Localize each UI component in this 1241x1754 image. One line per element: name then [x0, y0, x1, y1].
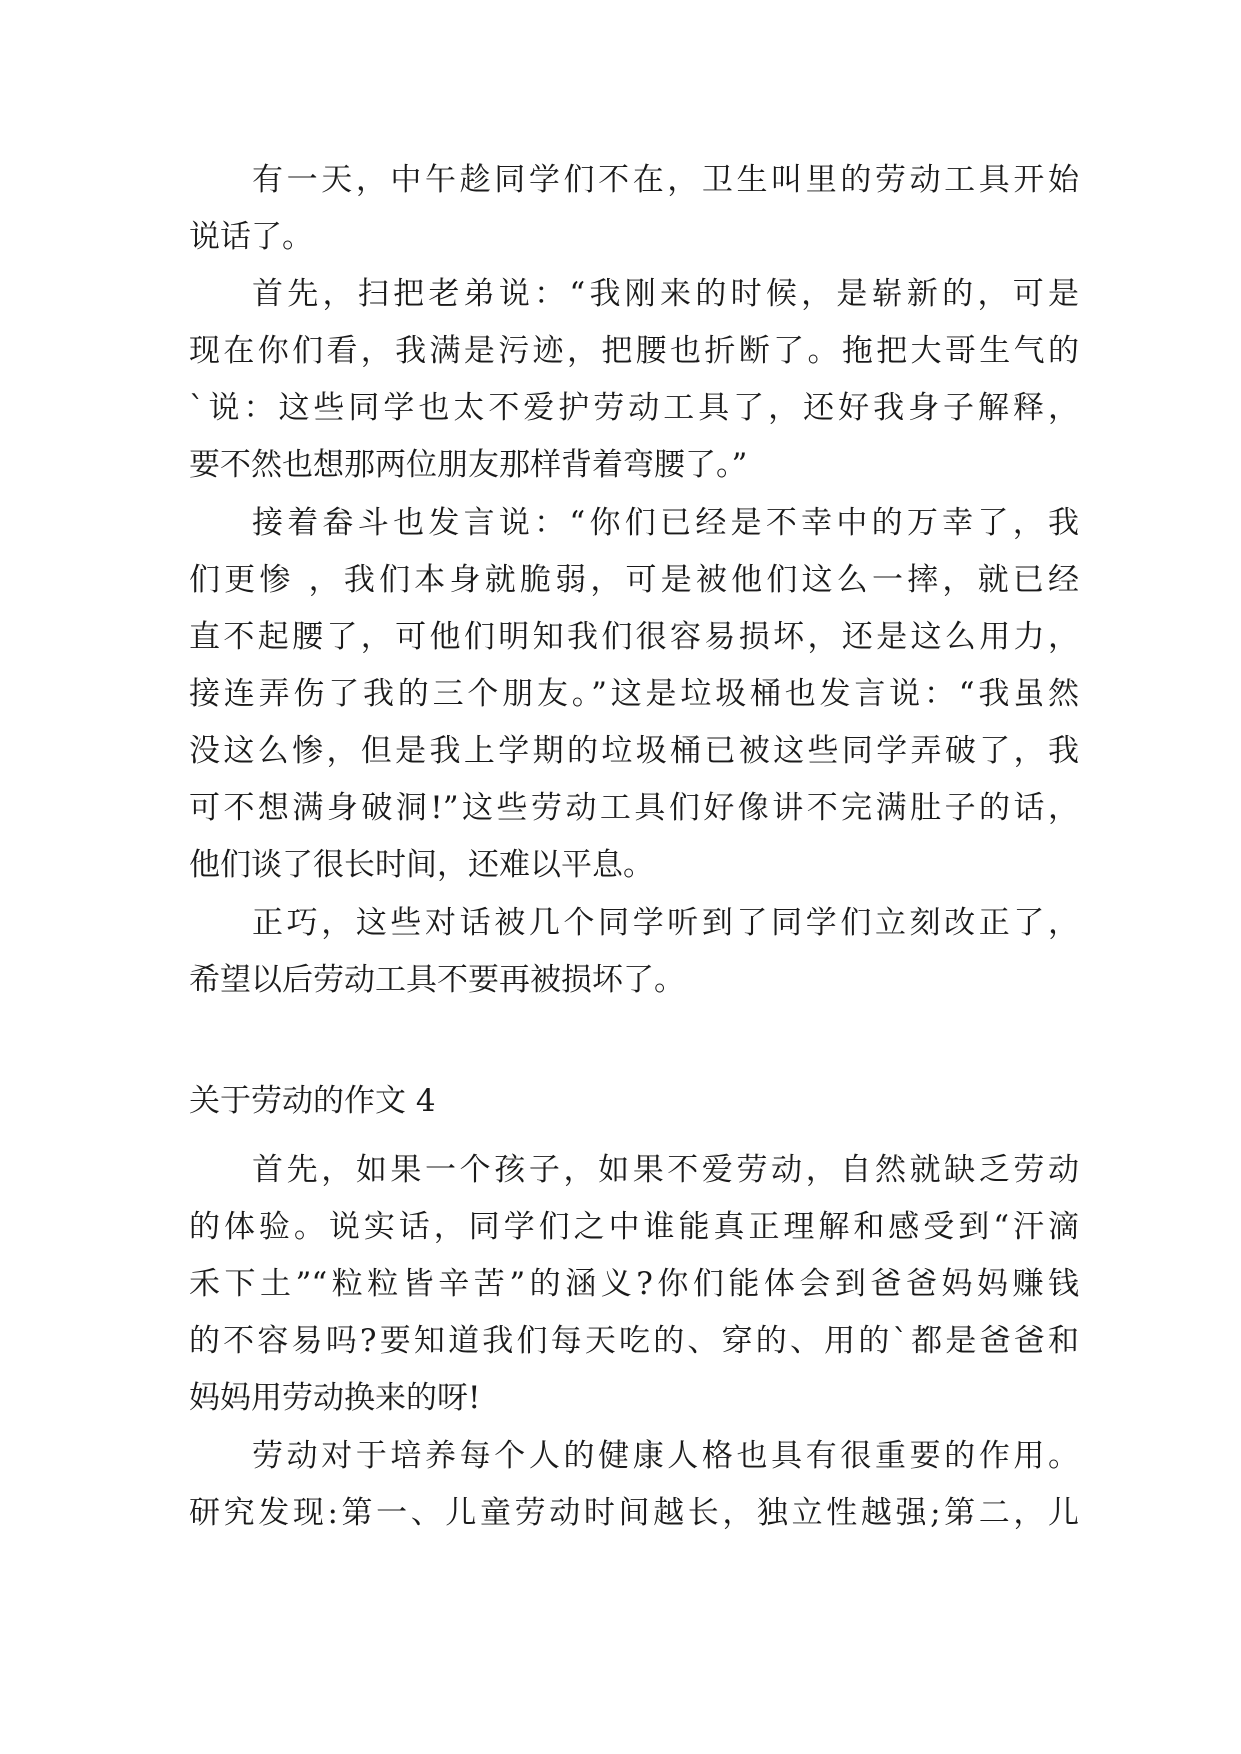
paragraph-3-line-2: 们更惨 ，我们本身就脆弱，可是被他们这么一摔，就已经: [189, 562, 1079, 598]
paragraph-4-line-2: 希望以后劳动工具不要再被损坏了。: [189, 962, 685, 998]
paragraph-3-line-4: 接连弄伤了我的三个朋友。”这是垃圾桶也发言说：“我虽然: [189, 676, 1079, 712]
paragraph-6-line-2: 研究发现:第一、儿童劳动时间越长，独立性越强;第二，儿: [189, 1495, 1079, 1531]
paragraph-3-line-3: 直不起腰了，可他们明知我们很容易损坏，还是这么用力，: [189, 619, 1079, 655]
paragraph-2-line-2: 现在你们看，我满是污迹，把腰也折断了。拖把大哥生气的: [189, 333, 1079, 369]
paragraph-5-line-2: 的体验。说实话，同学们之中谁能真正理解和感受到“汗滴: [189, 1209, 1079, 1245]
paragraph-5-line-4: 的不容易吗?要知道我们每天吃的、穿的、用的`都是爸爸和: [189, 1323, 1079, 1359]
paragraph-6-line-1: 劳动对于培养每个人的健康人格也具有很重要的作用。: [252, 1438, 1079, 1474]
paragraph-5-line-3: 禾下土”“粒粒皆辛苦”的涵义?你们能体会到爸爸妈妈赚钱: [189, 1266, 1079, 1302]
paragraph-1-line-2: 说话了。: [189, 219, 313, 255]
paragraph-2-line-1: 首先，扫把老弟说：“我刚来的时候，是崭新的，可是: [252, 276, 1079, 312]
paragraph-2-line-3: `说：这些同学也太不爱护劳动工具了，还好我身子解释，: [189, 390, 1079, 426]
paragraph-1-line-1: 有一天，中午趁同学们不在，卫生叫里的劳动工具开始: [252, 162, 1079, 198]
paragraph-3-line-7: 他们谈了很长时间，还难以平息。: [189, 847, 654, 883]
paragraph-3-line-1: 接着畚斗也发言说：“你们已经是不幸中的万幸了，我: [252, 505, 1079, 541]
paragraph-3-line-6: 可不想满身破洞!”这些劳动工具们好像讲不完满肚子的话，: [189, 790, 1079, 826]
paragraph-4-line-1: 正巧，这些对话被几个同学听到了同学们立刻改正了，: [252, 905, 1079, 941]
paragraph-2-line-4: 要不然也想那两位朋友那样背着弯腰了。”: [189, 447, 748, 483]
paragraph-3-line-5: 没这么惨，但是我上学期的垃圾桶已被这些同学弄破了，我: [189, 733, 1079, 769]
paragraph-5-line-5: 妈妈用劳动换来的呀!: [189, 1380, 481, 1416]
section-heading: 关于劳动的作文 4: [189, 1083, 436, 1119]
paragraph-5-line-1: 首先，如果一个孩子，如果不爱劳动，自然就缺乏劳动: [252, 1152, 1079, 1188]
